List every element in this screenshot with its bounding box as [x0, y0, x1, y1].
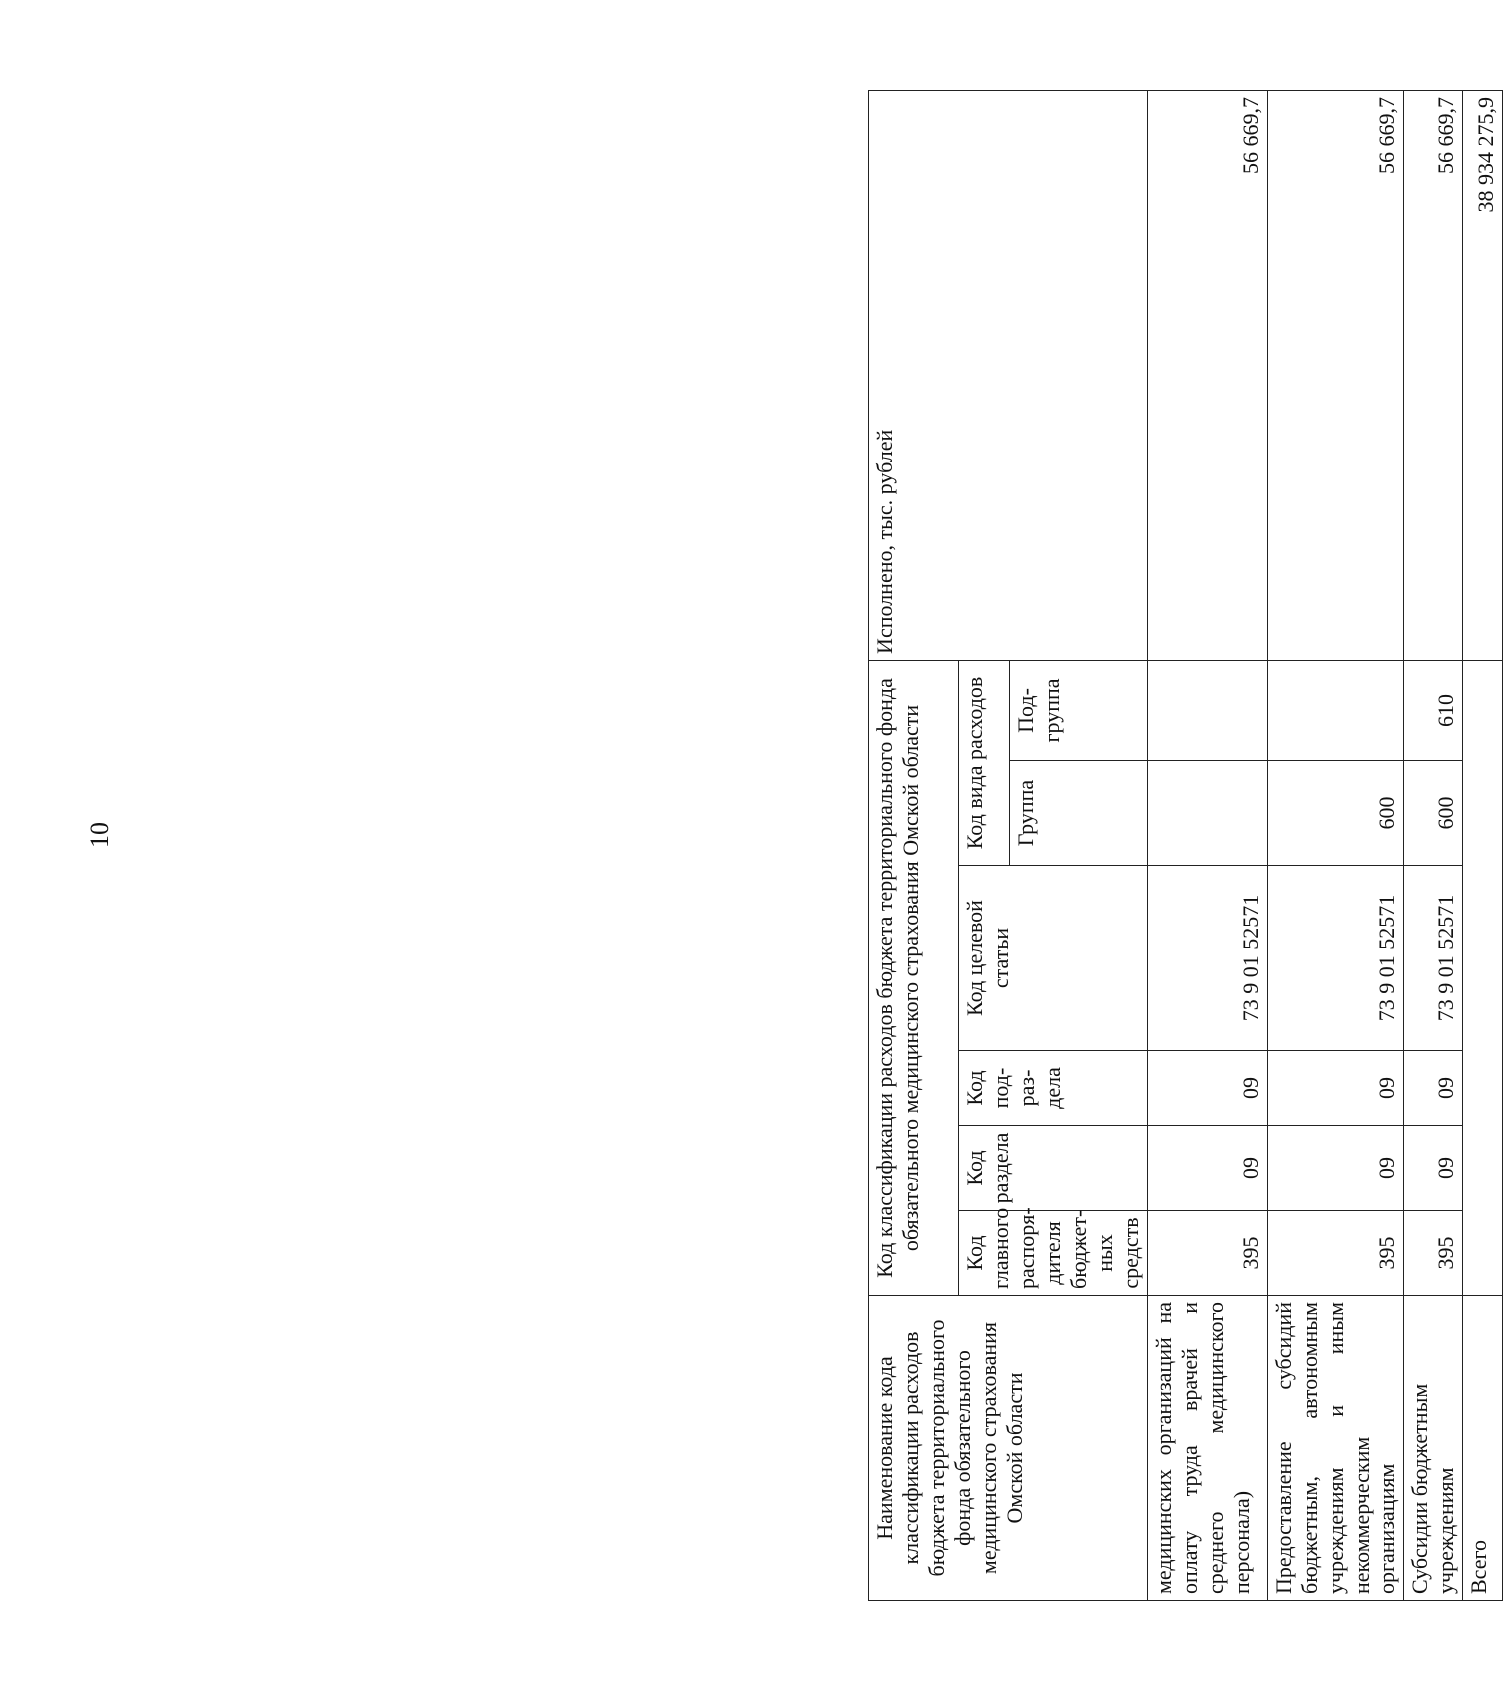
header-razdel: Код раздела — [959, 1126, 1148, 1211]
total-row — [1463, 90, 1503, 1600]
header-podrazdel: Код под-раз-дела — [959, 1051, 1148, 1126]
header-code-group: Код классификации расходов бюджета территориального фонда обязательного медицинского страхования Омской области — [869, 660, 959, 1295]
header-gruppa: Группа — [1010, 761, 1148, 866]
row-podrazdel: 09 — [1147, 1051, 1267, 1126]
page-number: 10 — [85, 822, 114, 848]
row-razdel: 09 — [1267, 1126, 1404, 1211]
row-amount: 56 669,7 — [1404, 90, 1463, 660]
row-podgruppa — [1147, 660, 1267, 760]
table-row — [1267, 90, 1404, 1600]
row-name: Предоставление субсидий бюджетным, автономным учреждениям и иным некоммерческим организациям — [1267, 1296, 1404, 1601]
row-razdel: 09 — [1404, 1126, 1463, 1211]
row-podgruppa — [1267, 660, 1404, 760]
row-amount: 56 669,7 — [1147, 90, 1267, 660]
total-label: Всего — [1463, 1296, 1503, 1601]
row-celevaya: 73 9 01 52571 — [1267, 866, 1404, 1051]
header-row-1 — [869, 90, 959, 1600]
table-row — [1404, 90, 1463, 1600]
header-podgruppa: Под-группа — [1010, 660, 1148, 760]
row-name: Субсидии бюджетным учреждениям — [1404, 1296, 1463, 1601]
header-vid-rashodov: Код вида расходов — [959, 660, 1010, 865]
budget-expenditure-table — [868, 90, 1503, 1601]
row-glavny: 395 — [1267, 1211, 1404, 1296]
row-podgruppa: 610 — [1404, 660, 1463, 760]
row-glavny: 395 — [1404, 1211, 1463, 1296]
total-empty — [1463, 660, 1503, 1295]
row-gruppa: 600 — [1267, 761, 1404, 866]
row-name: медицинских организаций на оплату труда врачей и среднего медицинского персонала) — [1147, 1296, 1267, 1601]
row-celevaya: 73 9 01 52571 — [1147, 866, 1267, 1051]
row-razdel: 09 — [1147, 1126, 1267, 1211]
row-celevaya: 73 9 01 52571 — [1404, 866, 1463, 1051]
row-gruppa: 600 — [1404, 761, 1463, 866]
row-amount: 56 669,7 — [1267, 90, 1404, 660]
row-glavny: 395 — [1147, 1211, 1267, 1296]
header-ispolneno: Исполнено, тыс. рублей — [869, 90, 1148, 660]
total-amount: 38 934 275,9 — [1463, 90, 1503, 660]
header-name-column: Наименование кода классификации расходов бюджета территориального фонда обязательного медицинского страхования Омской области — [869, 1296, 1148, 1601]
table-row — [1147, 90, 1267, 1600]
row-podrazdel: 09 — [1267, 1051, 1404, 1126]
budget-table-sheet — [868, 91, 1499, 1601]
header-glavny: Код главного распоря-дителя бюджет-ных средств — [959, 1211, 1148, 1296]
row-podrazdel: 09 — [1404, 1051, 1463, 1126]
header-celevaya: Код целевой статьи — [959, 866, 1148, 1051]
row-gruppa — [1147, 761, 1267, 866]
